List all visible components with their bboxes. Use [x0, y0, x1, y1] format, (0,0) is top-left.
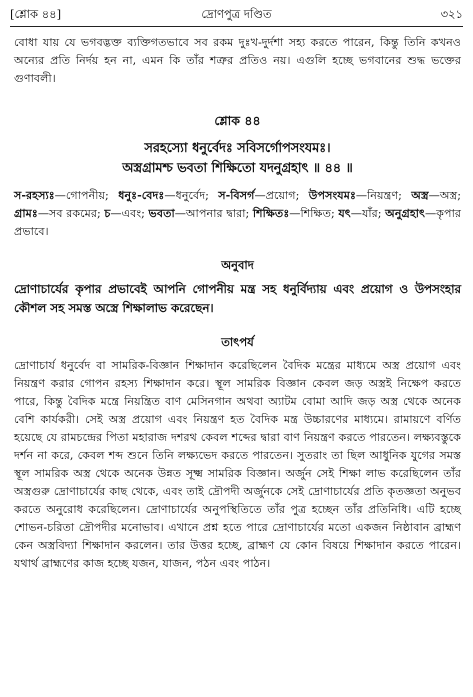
translation-heading: অনুবাদ — [221, 257, 254, 272]
verse-heading: শ্লোক ৪৪ — [214, 113, 261, 129]
synonym-meaning: এবং — [121, 207, 142, 221]
page-body — [14, 34, 461, 573]
running-header — [10, 6, 463, 26]
synonym-word: স-রহস্যঃ — [14, 188, 55, 203]
header-page-number: ৩২১ — [440, 7, 463, 21]
synonym-meaning: যাঁর — [361, 207, 378, 221]
synonym-meaning: ধনুর্বেদ — [175, 189, 206, 203]
synonym-meaning: সব রকমের — [49, 207, 98, 221]
synonym-word: গ্রামঃ — [14, 206, 38, 221]
synonym-word: যৎ — [338, 206, 351, 221]
synonym-word: ধনুঃ-বেদঃ — [118, 188, 165, 203]
purport-text: দ্রোণাচার্য ধনুর্বেদ বা সামরিক-বিজ্ঞান শিক্ষাদান করেছিলেন বৈদিক মন্ত্রের মাধ্যমে অস্ত্র প্রয়োগ এবং নিয়ন্ত্রণ করার গোপন রহস্য শিক্ষাদান করে। স্থূল সামরিক বিজ্ঞান কেবল জড় অস্ত্রই নিক্ষেপ করতে পারে, কিন্তু বৈদিক মন্ত্রে নিয়ন্ত্রিত বাণ মেসিনগান অথবা অ্যাটম বোমা আদি জড় অস্ত্র থেকে অনেক বেশি কার্যকরী। সেই অস্ত্র প্রয়োগ এবং নিয়ন্ত্রণ হত বৈদিক মন্ত্র উচ্চারণের মাধ্যমে। রামায়ণে বর্ণিত হয়েছে যে রামচন্দ্রের পিতা মহারাজ দশরথ কেবল শব্দের দ্বারা বাণ নিয়ন্ত্রণ করতে পারতেন। লক্ষ্যবস্তুকে দর্শন না করে, কেবল শব্দ শুনে তিনি লক্ষ্যভেদ করতে পারতেন। সুতরাং তা ছিল আধুনিক যুগের সমস্ত স্থূল সামরিক অস্ত্র থেকে অনেক উন্নত সূক্ষ্ম সামরিক বিজ্ঞান। অর্জুন সেই শিক্ষা লাভ করেছিলেন তাঁর অস্ত্রগুরু দ্রোণাচার্যের কাছ থেকে, এবং তাই দ্রৌপদী অর্জুনকে সেই দ্রোণাচার্যের প্রতি কৃতজ্ঞতা অনুভব করতে অনুরোধ করেছিলেন। দ্রোণাচার্যের অনুপস্থিতিতে তাঁর পুত্র হচ্ছেন তাঁর প্রতিনিধি। এটি হচ্ছে শোভন-চরিতা দ্রৌপদীর মনোভাব। এখানে প্রশ্ন হতে পারে দ্রোণাচার্যের মতো একজন নিষ্ঠাবান ব্রাহ্মণ কেন অস্ত্রবিদ্যা শিক্ষাদান করলেন। তার উত্তর হচ্ছে, ব্রাহ্মণ যে কোন বিষয়ে শিক্ষাদান করতে পারেন। যথার্থ ব্রাহ্মণের কাজ হচ্ছে যজন, যাজন, পঠন এবং পাঠন। — [14, 358, 461, 570]
synonym-word: স-বিসর্গ — [218, 188, 255, 203]
header-chapter-title: দ্রোণপুত্র দণ্ডিত — [201, 7, 272, 21]
intro-paragraph: বোধা যায় যে ভগবদ্ভক্ত ব্যক্তিগতভাবে সব রকম দুঃখ-দুর্দশা সহ্য করতে পারেন, কিন্তু তিনি কখনও অন্যের প্রতি নির্দয় হন না, এমন কি তাঁর শত্রুর প্রতিও নয়। এগুলি হচ্ছে ভগবানের শুদ্ধ ভক্তের গুণাবলী। — [14, 36, 461, 85]
translation-text: দ্রোণাচার্যের কৃপার প্রভাবেই আপনি গোপনীয় মন্ত্র সহ ধনুর্বিদ্যায় এবং প্রয়োগ ও উপসংহার কৌশল সহ সমস্ত অস্ত্রে শিক্ষালাভ করেছেন। — [14, 281, 461, 315]
synonym-meaning: গোপনীয় — [65, 189, 106, 203]
synonym-word: শিক্ষিতঃ — [252, 206, 290, 221]
verse-line-2: অস্ত্রগ্রামশ্চ ভবতা শিক্ষিতো যদনুগ্রহাৎ ॥ ৪৪ ॥ — [122, 161, 353, 177]
synonym-word: অস্ত্র — [411, 188, 429, 203]
synonym-word: চ — [104, 206, 111, 221]
synonym-word: অনুগ্রহাৎ — [385, 206, 425, 221]
header-rule — [10, 26, 463, 27]
synonym-meaning: কৃপার প্রভাবে — [14, 207, 461, 238]
purport-heading: তাৎপর্য — [221, 334, 254, 349]
verse-line-1: সরহস্যো ধনুর্বেদঃ সবিসর্গোপসংযমঃ। — [144, 141, 331, 157]
synonym-meaning: অস্ত্র — [439, 189, 458, 203]
synonym-word: উপসংযমঃ — [308, 188, 356, 203]
header-verse-number: [শ্লোক ৪৪] — [10, 7, 62, 21]
synonym-meaning: নিয়ন্ত্রণ — [367, 189, 399, 203]
synonym-meaning: আপনার দ্বারা — [185, 207, 246, 221]
synonym-meaning: শিক্ষিত — [300, 207, 331, 221]
synonyms-block: স-রহস্যঃ—গোপনীয়; ধনুঃ-বেদঃ—ধনুর্বেদ; স-বিসর্গ—প্রয়োগ; উপসংযমঃ—নিয়ন্ত্রণ; অস্ত্র—অস্ত্র; গ্রামঃ—সব রকমের; চ—এবং; ভবতা—আপনার দ্বারা; শিক্ষিতঃ—শিক্ষিত; যৎ—যাঁর; অনুগ্রহাৎ—কৃপার প্রভাবে। — [14, 188, 462, 238]
synonym-meaning: প্রয়োগ — [265, 189, 296, 203]
synonym-word: ভবতা — [148, 206, 175, 221]
